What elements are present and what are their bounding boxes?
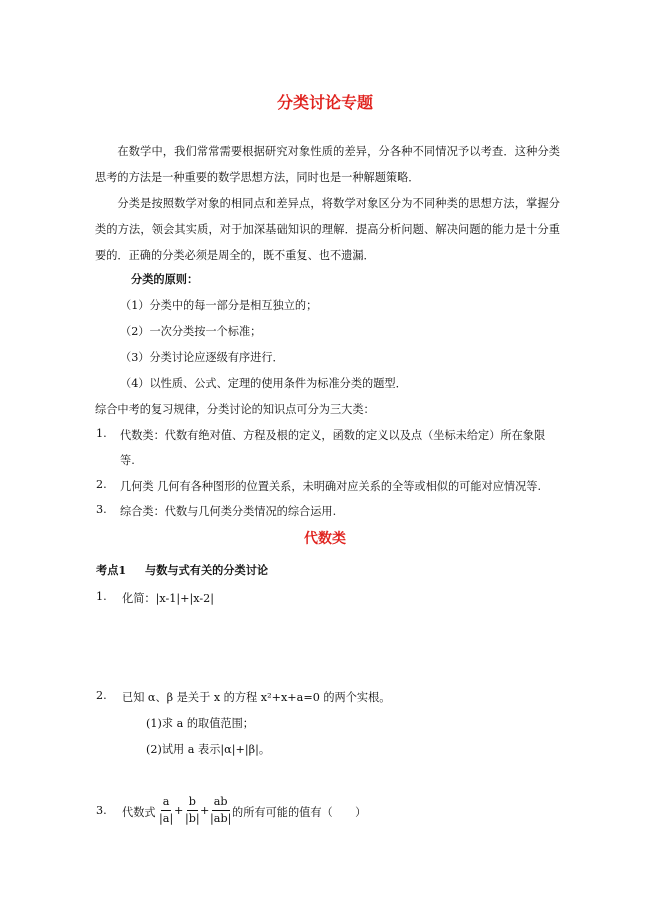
problem-2-sub-1: (1)求 a 的取值范围；	[146, 717, 254, 730]
section-title: 代数类	[304, 531, 346, 547]
principle-item: （2）一次分类按一个标准；	[120, 325, 262, 338]
category-number: 3.	[96, 503, 107, 516]
plus-sign: +	[200, 804, 210, 817]
summary-text: 综合中考的复习规律，分类讨论的知识点可分为三大类：	[95, 403, 375, 416]
fraction-ab-over-abs-ab	[208, 794, 233, 827]
category-number: 2.	[96, 478, 107, 491]
numerator: a	[161, 794, 172, 811]
kaodian-label: 考点1	[96, 563, 127, 577]
fraction-b-over-abs-b	[183, 794, 202, 827]
principle-item: （4）以性质、公式、定理的使用条件为标准分类的题型．	[120, 377, 407, 390]
numerator: b	[187, 794, 198, 811]
category-text-cont: 等.	[120, 454, 135, 467]
principle-item: （1）分类中的每一部分是相互独立的；	[120, 299, 318, 312]
denominator: |b|	[185, 812, 200, 825]
category-number: 1.	[96, 427, 107, 440]
intro-paragraph-2: 分类是按照数学对象的相同点和差异点，将数学对象区分为不同种类的思想方法，掌握分类的方法，领会其实质，对于加深基础知识的理解．提高分析问题、解决问题的能力是十分重要的．正确的分类必须是周全的，既不重复、也不遗漏．	[95, 197, 560, 262]
problem-3-prefix: 代数式	[122, 806, 156, 819]
kaodian-title: 与数与式有关的分类讨论	[145, 563, 269, 577]
category-text: 代数类：代数有绝对值、方程及根的定义，函数的定义以及点（坐标未给定）所在象限	[120, 429, 546, 442]
denominator: |ab|	[210, 812, 232, 825]
page-title: 分类讨论专题	[276, 93, 373, 112]
category-text: 几何类 几何有各种图形的位置关系，未明确对应关系的全等或相似的可能对应情况等.	[120, 480, 542, 493]
plus-sign: +	[174, 804, 184, 817]
problem-number: 3.	[96, 804, 107, 817]
problem-1-text: 化简：|x-1|+|x-2|	[122, 592, 215, 605]
problem-number: 2.	[96, 689, 107, 702]
problem-2-sub-2: (2)试用 a 表示|α|+|β|。	[146, 743, 271, 756]
fraction-a-over-abs-a	[157, 794, 175, 827]
problem-2-text: 已知 α、β 是关于 x 的方程 x²+x+a=0 的两个实根。	[122, 691, 391, 704]
category-text: 综合类：代数与几何类分类情况的综合运用.	[120, 505, 337, 518]
problem-3-suffix: 的所有可能的值有（ ）	[232, 806, 367, 819]
principles-heading: 分类的原则：	[131, 272, 199, 286]
principle-item: （3）分类讨论应逐级有序进行．	[120, 351, 284, 364]
problem-number: 1.	[96, 590, 107, 603]
denominator: |a|	[159, 812, 174, 825]
intro-paragraph-1: 在数学中，我们常常需要根据研究对象性质的差异，分各种不同情况予以考查．这种分类思考的方法是一种重要的数学思想方法，同时也是一种解题策略．	[95, 145, 560, 184]
numerator: ab	[212, 794, 230, 811]
